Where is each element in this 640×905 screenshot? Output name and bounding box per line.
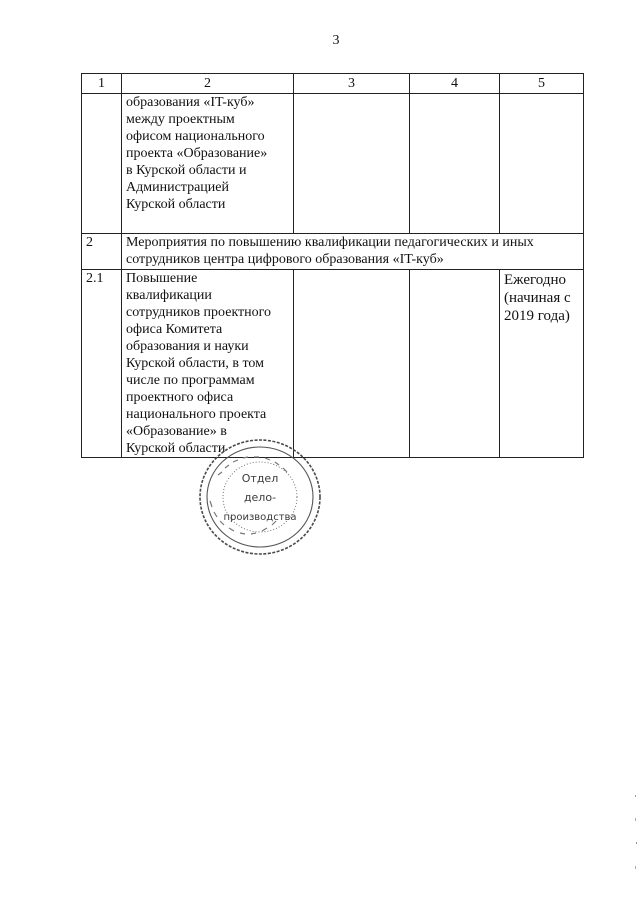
- header-cell-4: 4: [410, 74, 500, 94]
- office-stamp: [196, 435, 324, 559]
- stamp-line-2: дело-: [243, 491, 277, 504]
- section-number-cell: 2: [82, 234, 122, 270]
- header-cell-2: 2: [122, 74, 294, 94]
- header-cell-3: 3: [294, 74, 410, 94]
- plan-table: [81, 73, 584, 458]
- page-number: 3: [332, 33, 340, 48]
- col3-cell: [294, 94, 410, 234]
- deadline-text: Ежегодно (начиная с 2019 года): [504, 272, 571, 324]
- stamp-graphic: [196, 435, 324, 559]
- scan-noise: [634, 790, 638, 890]
- row-number-cell: 2.1: [82, 270, 122, 458]
- header-cell-1: 1: [82, 74, 122, 94]
- activity-cell: [122, 94, 294, 234]
- col3-cell: [294, 270, 410, 458]
- table-row: [82, 270, 584, 458]
- activity-text: образования «IT-куб» между проектным офисом национального проекта «Образование» в Курской области и Администрацией Курской области: [126, 95, 268, 212]
- col4-cell: [410, 270, 500, 458]
- section-title-text: Мероприятия по повышению квалификации педагогических и иных сотрудников центра цифрового образования «IT-куб»: [126, 235, 534, 267]
- table-section-row: [82, 234, 584, 270]
- row-number-cell: [82, 94, 122, 234]
- stamp-line-3: производства: [223, 512, 297, 523]
- table-row: [82, 94, 584, 234]
- section-title-cell: [122, 234, 584, 270]
- activity-cell: [122, 270, 294, 458]
- table-header-row: [82, 74, 584, 94]
- deadline-cell: [500, 270, 584, 458]
- activity-text: Повышение квалификации сотрудников проектного офиса Комитета образования и науки Курской области, в том числе по программам проектного офиса национального проекта «Образование» в Курской области: [126, 271, 272, 456]
- header-cell-5: 5: [500, 74, 584, 94]
- col4-cell: [410, 94, 500, 234]
- deadline-cell: [500, 94, 584, 234]
- stamp-line-1: Отдел: [241, 472, 279, 485]
